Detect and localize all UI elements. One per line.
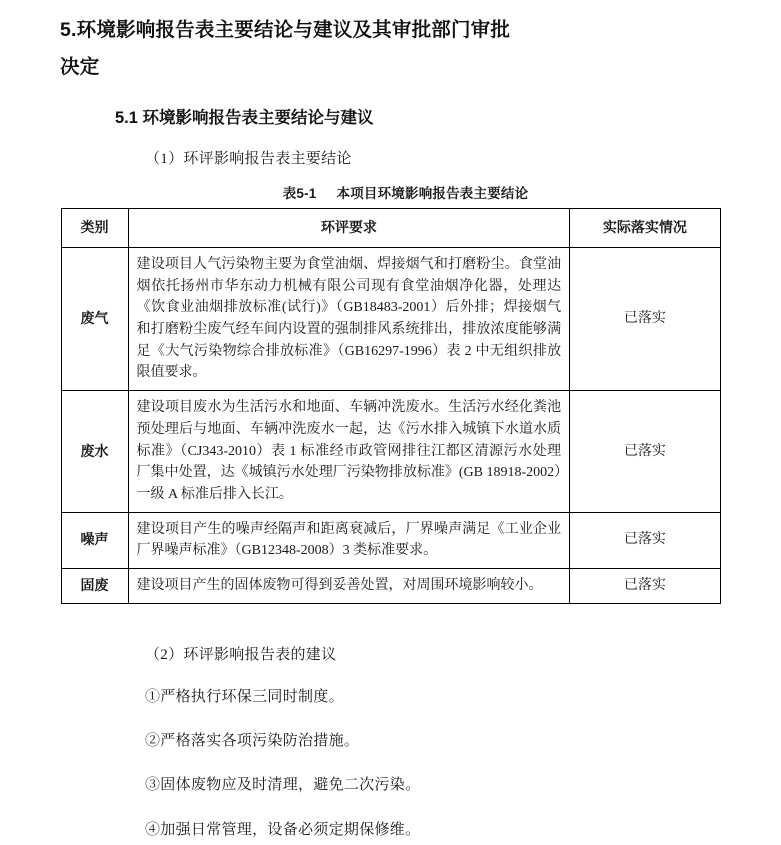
suggestion-item: ④加强日常管理，设备必须定期保修维。: [145, 821, 421, 838]
suggestion-item: ③固体废物应及时清理，避免二次污染。: [145, 777, 421, 794]
cell-requirement: 建设项目人气污染物主要为食堂油烟、焊接烟气和打磨粉尘。食堂油烟依托扬州市华东动力机械有限公司现有食堂油烟净化器，处理达《饮食业油烟排放标准(试行)》（GB18483-2001）后外排；焊接烟气和打磨粉尘废气经车间内设置的强制排风系统排出，排放浓度能够满足《大气污染物综合排放标准》（GB16297-1996）表 2 中无组织排放限值要求。: [128, 248, 570, 391]
cell-requirement: 建设项目产生的固体废物可得到妥善处置，对周围环境影响较小。: [128, 568, 570, 603]
cell-category: 固废: [61, 568, 128, 603]
suggestion-item: ②严格落实各项污染防治措施。: [145, 733, 360, 750]
cell-status: 已落实: [570, 248, 720, 391]
page-title-line-2: 决定: [60, 56, 100, 79]
cell-status: 已落实: [570, 391, 720, 512]
cell-category: 废水: [61, 391, 128, 512]
table-caption: [60, 182, 721, 202]
conclusions-table: [61, 208, 721, 603]
intro-paragraph: （1）环评影响报告表主要结论: [145, 151, 352, 168]
cell-requirement: 建设项目废水为生活污水和地面、车辆冲洗废水。生活污水经化粪池预处理后与地面、车辆冲洗废水一起，达《污水排入城镇下水道水质标准》（CJ343-2010）表 1 标准经市政管网排往江都区清源污水处理厂集中处置，达《城镇污水处理厂污染物排放标准》(GB 18918-2002）一级 A 标准后排入长江。: [128, 391, 570, 512]
section-heading-5-1: 5.1 环境影响报告表主要结论与建议: [115, 109, 374, 128]
column-header-requirement: 环评要求: [128, 209, 570, 248]
cell-category: 噪声: [61, 512, 128, 568]
table-row: [61, 512, 720, 568]
cell-category: 废气: [61, 248, 128, 391]
page-title: [60, 0, 721, 86]
column-header-status: 实际落实情况: [570, 209, 720, 248]
cell-status: 已落实: [570, 568, 720, 603]
page-title-line-1: 5.环境影响报告表主要结论与建议及其审批部门审批: [60, 19, 511, 41]
table-row: [61, 568, 720, 603]
table-header-row: [61, 209, 720, 248]
table-caption-number: 表5-1: [282, 186, 317, 202]
column-header-category: 类别: [61, 209, 128, 248]
table-row: [61, 391, 720, 512]
cell-status: 已落实: [570, 512, 720, 568]
cell-requirement: 建设项目产生的噪声经隔声和距离衰减后，厂界噪声满足《工业企业厂界噪声标准》（GB12348-2008）3 类标准要求。: [128, 512, 570, 568]
suggestion-item: ①严格执行环保三同时制度。: [145, 688, 344, 705]
suggestions-heading: （2）环评影响报告表的建议: [145, 646, 337, 663]
table-row: [61, 248, 720, 391]
table-caption-title: 本项目环境影响报告表主要结论: [336, 186, 529, 202]
